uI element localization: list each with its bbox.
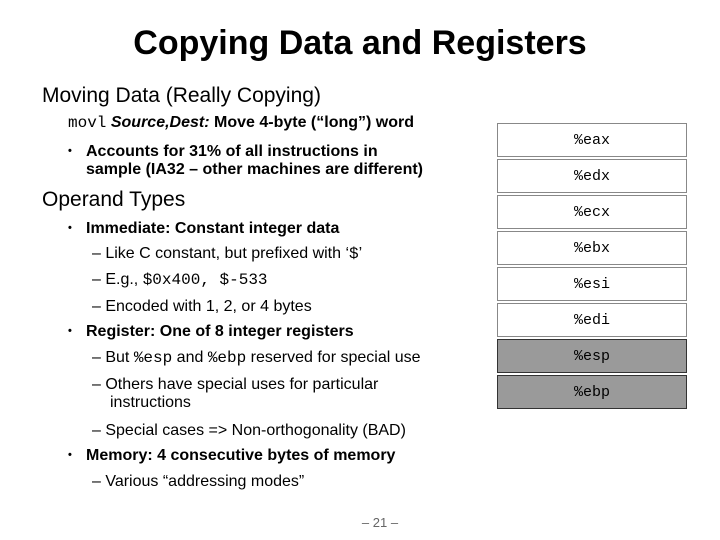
bullet-glyph: • (68, 449, 72, 461)
ebp-code: %ebp (207, 349, 247, 367)
register-edx: %edx (497, 159, 687, 193)
and-text: and (172, 349, 208, 366)
but-text: – But (92, 349, 134, 366)
bullet-immediate (68, 220, 339, 238)
page-number: – 21 – (361, 515, 399, 530)
reserved-text: reserved for special use (246, 349, 421, 366)
bullet-memory (68, 447, 395, 465)
like-text: – Like C constant, but prefixed with ‘ (92, 245, 350, 262)
slide-title: Copying Data and Registers (133, 24, 587, 62)
section-heading-moving-data: Moving Data (Really Copying) (42, 84, 321, 107)
register-ebp: %ebp (497, 375, 687, 409)
bullet-glyph: • (68, 325, 72, 337)
sub-item-addressing-modes: – Various “addressing modes” (92, 473, 305, 490)
others-line-2: instructions (110, 394, 191, 411)
memory-text: Memory: 4 consecutive bytes of memory (86, 447, 396, 464)
sub-item-special-cases: – Special cases => Non-orthogonality (BAD) (92, 422, 406, 439)
sub-item-example (92, 271, 268, 289)
sub-item-reserved (92, 349, 421, 367)
sub-item-like-c (92, 245, 362, 263)
bullet-glyph: • (68, 222, 72, 234)
accounts-line-2: sample (IA32 – other machines are different) (86, 161, 423, 178)
movl-description (68, 114, 414, 132)
register-text: Register: One of 8 integer registers (86, 323, 354, 340)
movl-instruction: movl (68, 114, 107, 132)
register-ecx: %ecx (497, 195, 687, 229)
sub-item-encoded: – Encoded with 1, 2, or 4 bytes (92, 298, 312, 315)
register-eax: %eax (497, 123, 687, 157)
others-line-1: – Others have special uses for particular (92, 376, 379, 393)
register-stack (497, 123, 687, 411)
bullet-glyph: • (68, 145, 72, 157)
eg-text: – E.g., (92, 271, 143, 288)
register-esp: %esp (497, 339, 687, 373)
section-heading-operand-types: Operand Types (42, 188, 186, 211)
movl-desc: Move 4-byte (“long”) word (209, 114, 415, 131)
bullet-accounts (68, 142, 423, 179)
example-code: $0x400, $-533 (142, 271, 268, 289)
immediate-text: Immediate: Constant integer data (86, 220, 340, 237)
register-ebx: %ebx (497, 231, 687, 265)
sub-item-others (92, 376, 378, 412)
movl-operands: Source,Dest: (110, 114, 210, 131)
bullet-register (68, 323, 354, 341)
register-edi: %edi (497, 303, 687, 337)
register-esi: %esi (497, 267, 687, 301)
like-close-quote: ’ (358, 245, 363, 262)
dollar-code: $ (349, 245, 359, 263)
accounts-line-1: Accounts for 31% of all instructions in (86, 143, 378, 160)
esp-code: %esp (133, 349, 173, 367)
